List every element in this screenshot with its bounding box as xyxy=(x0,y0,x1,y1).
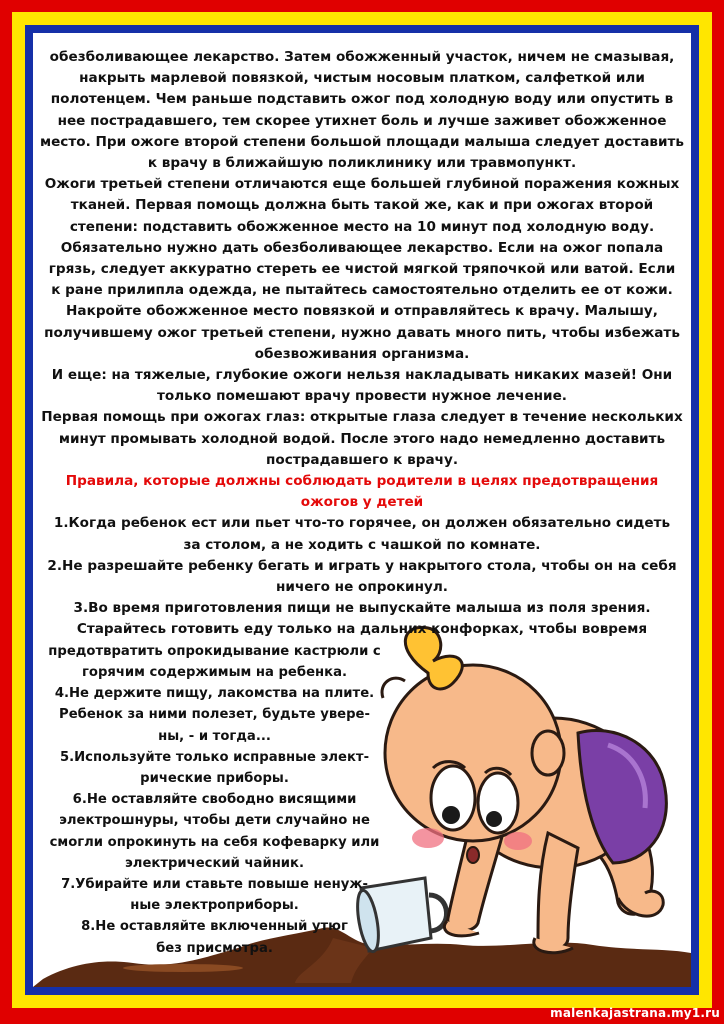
rule-line: рические приборы. xyxy=(140,770,289,786)
text-line: тканей. Первая помощь должна быть такой же, как и при ожогах второй xyxy=(70,197,654,214)
text-line: к врачу в ближайшую поликлинику или травмопункт. xyxy=(147,155,577,172)
rule-line: Ребенок за ними полезет, будьте увере- xyxy=(59,707,370,723)
heading-line: Правила, которые должны соблюдать родители в целях предотвращения xyxy=(65,473,659,490)
text-line: грязь, следует аккуратно стереть ее чистой мягкой тряпочкой или ватой. Если xyxy=(48,261,676,278)
paragraph-4 xyxy=(33,407,691,471)
rule-line: 5.Используйте только исправные элект- xyxy=(59,749,370,765)
spill-highlight xyxy=(123,964,243,972)
rule-line: 4.Не держите пищу, лакомства на плите. xyxy=(54,686,375,702)
rule-line: ничего не опрокинул. xyxy=(276,579,448,596)
text-line: только помешают врачу провести нужное лечение. xyxy=(157,388,567,405)
text-line: нее пострадавшего, тем скорее утихнет боль и лучше заживет обожженное xyxy=(57,112,667,129)
rule-line: ны, - и тогда... xyxy=(158,728,271,744)
paragraph-1 xyxy=(33,47,691,174)
rule-line: 3.Во время приготовления пищи не выпускайте малыша из поля зрения. xyxy=(73,600,651,617)
text-line: место. При ожоге второй степени большой площади малыша следует доставить xyxy=(39,133,685,150)
text-line: пострадавшего к врачу. xyxy=(266,451,458,468)
rule-line: без присмотра. xyxy=(156,940,273,956)
paragraph-2 xyxy=(33,174,691,365)
rules-heading xyxy=(33,471,691,513)
rule-line: предотвратить опрокидывание кастрюли с xyxy=(48,643,381,659)
rule-line: Старайтесь готовить еду только на дальних конфорках, чтобы вовремя xyxy=(76,621,648,638)
text-line: обезвоживания организма. xyxy=(254,345,470,362)
rule-line: за столом, а не ходить с чашкой по комнате. xyxy=(183,536,541,553)
text-line: Накройте обожженное место повязкой и отправляйтесь к врачу. Малышу, xyxy=(66,303,658,320)
rule-line: 6.Не оставляйте свободно висящими xyxy=(72,792,357,808)
text-line: обезболивающее лекарство. Затем обожженный участок, ничем не смазывая, xyxy=(49,49,675,65)
rules-list xyxy=(33,513,691,640)
text-line: получившему ожог третьей степени, нужно давать много пить, чтобы избежать xyxy=(44,324,680,341)
rule-line: 8.Не оставляйте включенный утюг xyxy=(81,919,348,935)
rule-line: 7.Убирайте или ставьте повыше ненуж- xyxy=(61,876,368,892)
rule-line: электрический чайник. xyxy=(124,855,305,871)
rules-list-wrapped xyxy=(37,641,392,959)
text-line: минут промывать холодной водой. После этого надо немедленно доставить xyxy=(58,430,666,447)
text-line: Первая помощь при ожогах глаз: открытые глаза следует в течение нескольких xyxy=(41,409,683,426)
text-line: полотенцем. Чем раньше подставить ожог под холодную воду или опустить в xyxy=(50,91,674,108)
rule-line: 2.Не разрешайте ребенку бегать и играть у накрытого стола, чтобы он на себя xyxy=(47,557,677,574)
text-line: Ожоги третьей степени отличаются еще большей глубиной поражения кожных xyxy=(44,176,680,193)
rule-line: горячим содержимым на ребенка. xyxy=(82,664,347,680)
page-content xyxy=(33,33,691,987)
rule-line: электрошнуры, чтобы дети случайно не xyxy=(59,813,370,829)
text-line: степени: подставить обожженное место на 10 минут под холодную воду. xyxy=(69,218,655,235)
rule-line: ные электроприборы. xyxy=(130,898,299,914)
article-text xyxy=(33,47,691,959)
text-line: И еще: на тяжелые, глубокие ожоги нельзя накладывать никаких мазей! Они xyxy=(51,367,673,384)
rule-line: смогли опрокинуть на себя кофеварку или xyxy=(49,834,380,850)
text-line: накрыть марлевой повязкой, чистым носовым платком, салфеткой или xyxy=(79,70,645,87)
paragraph-3 xyxy=(33,365,691,407)
rule-line: 1.Когда ребенок ест или пьет что-то горячее, он должен обязательно сидеть xyxy=(53,515,671,532)
heading-line: ожогов у детей xyxy=(300,494,424,511)
watermark-url: malenkajastrana.my1.ru xyxy=(550,1006,720,1020)
text-line: Обязательно нужно дать обезболивающее лекарство. Если на ожог попала xyxy=(60,239,664,256)
text-line: к ране прилипла одежда, не пытайтесь самостоятельно отделить ее от кожи. xyxy=(51,282,673,299)
